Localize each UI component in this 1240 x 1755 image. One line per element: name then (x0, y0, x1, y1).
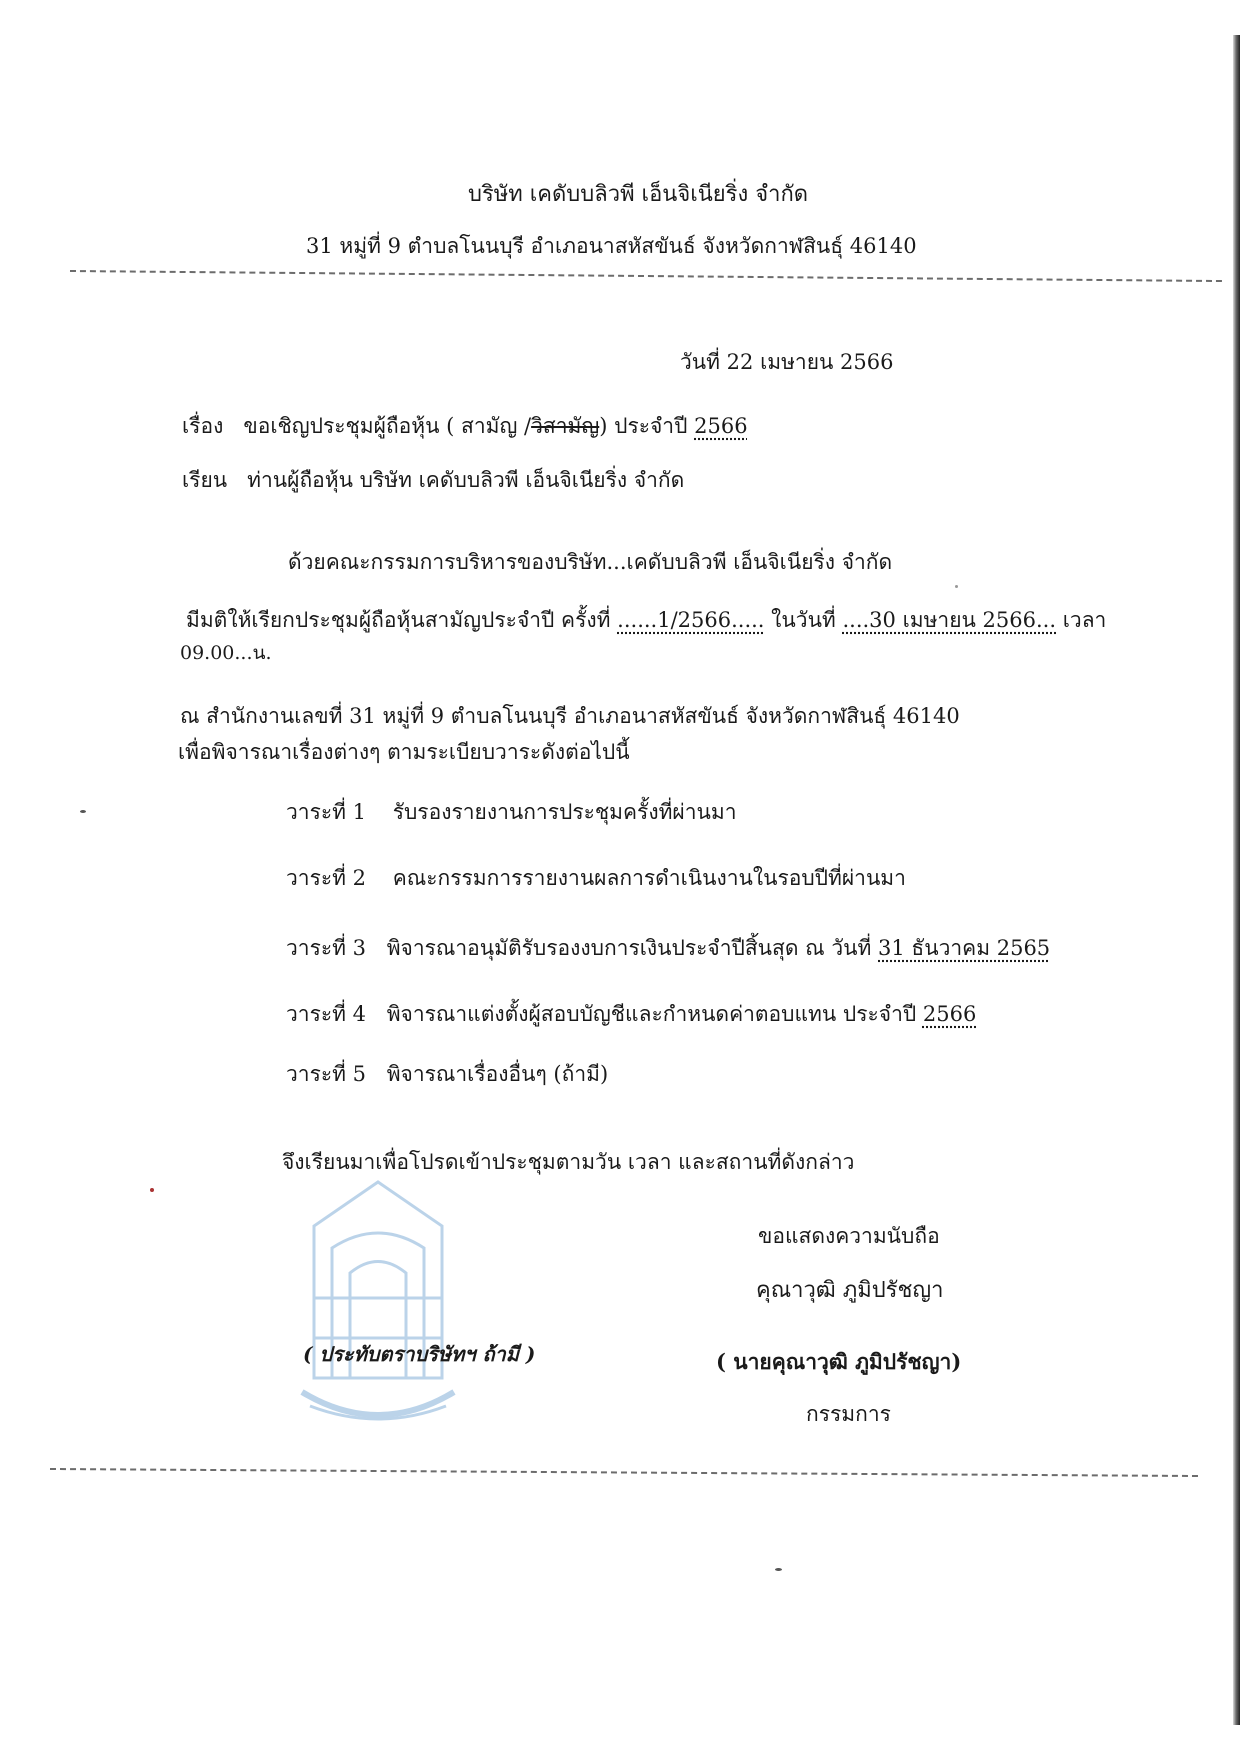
agenda-number: วาระที่ 1 (286, 800, 367, 824)
subject-text-after: ) ประจำปี (599, 414, 688, 438)
agenda-text: พิจารณาเรื่องอื่นๆ (ถ้ามี) (386, 1062, 609, 1086)
scan-speck (775, 1568, 782, 1571)
regards-text: ขอแสดงความนับถือ (758, 1224, 940, 1248)
agenda-item-3 (286, 932, 1050, 965)
scan-speck (955, 585, 958, 588)
agenda-text: พิจารณาอนุมัติรับรองงบการเงินประจำปีสิ้นสุด ณ วันที่ (386, 936, 872, 960)
agenda-number: วาระที่ 4 (286, 1002, 367, 1026)
purpose-line: เพื่อพิจารณาเรื่องต่างๆ ตามระเบียบวาระดังต่อไปนี้ (178, 740, 630, 764)
subject-line (182, 410, 748, 443)
agenda-fill: 2566 (922, 1002, 977, 1026)
meeting-number: ......1/2566..... (617, 608, 765, 632)
addressee-line (182, 464, 684, 497)
date-line: วันที่ 22 เมษายน 2566 (680, 350, 894, 374)
bottom-dashed-rule (50, 1468, 1198, 1477)
agenda-item-2 (286, 862, 906, 895)
agenda-text: พิจารณาแต่งตั้งผู้สอบบัญชีและกำหนดค่าตอบแทน ประจำปี (386, 1002, 917, 1026)
signer-position: กรรมการ (806, 1402, 891, 1426)
signature: คุณาวุฒิ ภูมิปรัชญา (756, 1278, 944, 1303)
body-line-1: ด้วยคณะกรรมการบริหารของบริษัท...เคดับบลิวพี เอ็นจิเนียริ่ง จำกัด (288, 550, 893, 574)
body-line-2-text: มีมติให้เรียกประชุมผู้ถือหุ้นสามัญประจำปี ครั้งที่ (186, 608, 611, 632)
subject-struck-option: วิสามัญ (531, 414, 600, 438)
subject-year: 2566 (694, 414, 748, 438)
closing-line: จึงเรียนมาเพื่อโปรดเข้าประชุมตามวัน เวลา และสถานที่ดังกล่าว (282, 1150, 855, 1174)
body-line-2 (186, 604, 1106, 637)
agenda-fill: 31 ธันวาคม 2565 (878, 936, 1051, 960)
agenda-number: วาระที่ 3 (286, 936, 367, 960)
agenda-item-4 (286, 998, 976, 1031)
scan-speck (150, 1188, 154, 1192)
meeting-date: ....30 เมษายน 2566... (842, 608, 1057, 632)
agenda-text: รับรองรายงานการประชุมครั้งที่ผ่านมา (392, 800, 737, 824)
scan-edge-shadow (1233, 35, 1240, 1725)
subject-label: เรื่อง (182, 414, 224, 438)
printed-name: ( นายคุณาวุฒิ ภูมิปรัชญา) (716, 1349, 962, 1374)
company-name: บริษัท เคดับบลิวพี เอ็นจิเนียริ่ง จำกัด (468, 182, 809, 207)
body-line-2-date-label: ในวันที่ (771, 608, 836, 632)
body-line-2-time-label: เวลา (1062, 608, 1107, 632)
agenda-number: วาระที่ 2 (286, 866, 367, 890)
agenda-item-1 (286, 796, 737, 829)
top-dashed-rule (70, 270, 1222, 282)
company-address: 31 หมู่ที่ 9 ตำบลโนนบุรี อำเภอนาสหัสขันธ์ จังหวัดกาฬสินธุ์ 46140 (306, 234, 917, 258)
addressee-text: ท่านผู้ถือหุ้น บริษัท เคดับบลิวพี เอ็นจิเนียริ่ง จำกัด (247, 468, 685, 492)
meeting-time: 09.00...น. (180, 642, 272, 664)
agenda-text: คณะกรรมการรายงานผลการดำเนินงานในรอบปีที่ผ่านมา (392, 866, 906, 890)
addressee-label: เรียน (182, 468, 228, 492)
agenda-number: วาระที่ 5 (286, 1062, 367, 1086)
stamp-label: ( ประทับตราบริษัทฯ ถ้ามี ) (303, 1342, 536, 1366)
agenda-item-5 (286, 1058, 608, 1091)
scan-speck (80, 810, 86, 813)
company-seal-icon (292, 1178, 464, 1424)
location-line: ณ สำนักงานเลขที่ 31 หมู่ที่ 9 ตำบลโนนบุรี อำเภอนาสหัสขันธ์ จังหวัดกาฬสินธุ์ 46140 (180, 704, 960, 728)
subject-text: ขอเชิญประชุมผู้ถือหุ้น ( สามัญ / (243, 414, 532, 438)
